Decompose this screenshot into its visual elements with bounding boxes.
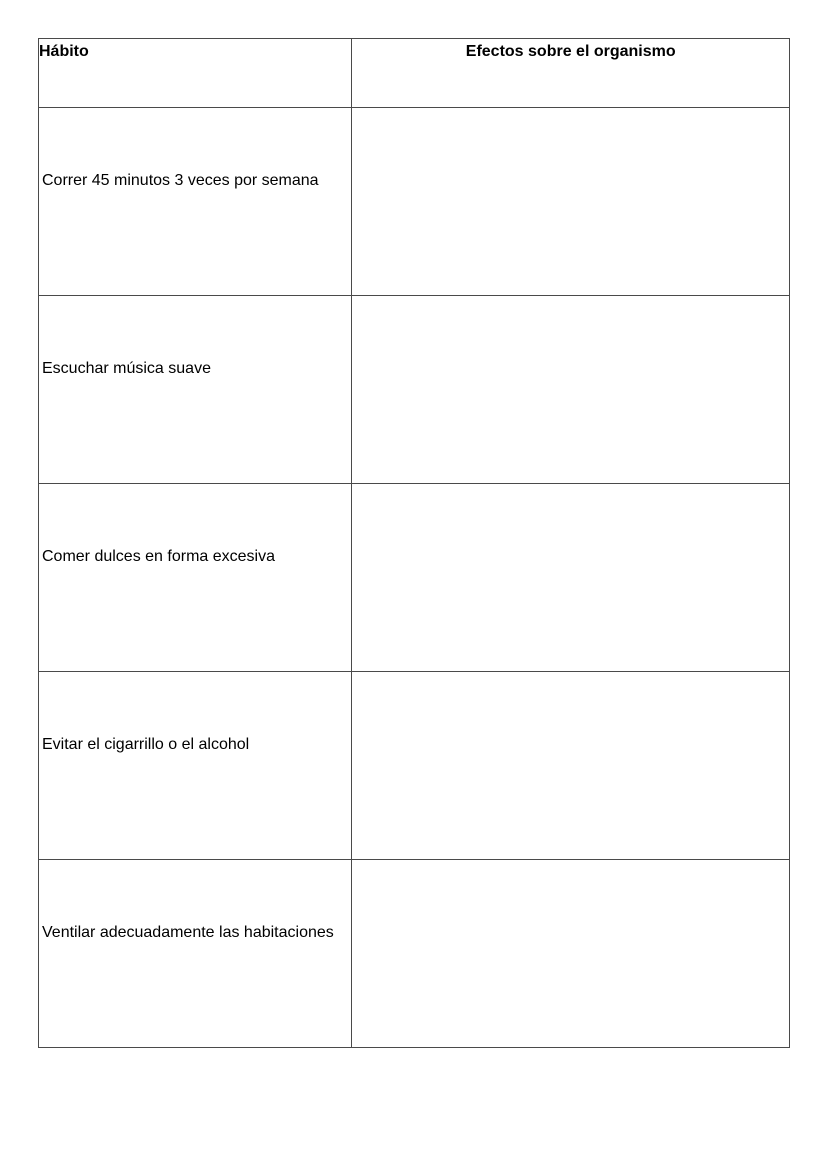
- effects-answer-cell[interactable]: [352, 108, 790, 296]
- header-habit: Hábito: [39, 39, 352, 108]
- habit-cell: Comer dulces en forma excesiva: [39, 484, 352, 672]
- table-row: [39, 108, 790, 296]
- habits-effects-table: [38, 38, 790, 1048]
- table-row: [39, 484, 790, 672]
- habit-cell: Escuchar música suave: [39, 296, 352, 484]
- table-row: [39, 672, 790, 860]
- table-row: [39, 296, 790, 484]
- table-header-row: [39, 39, 790, 108]
- habit-cell: Ventilar adecuadamente las habitaciones: [39, 860, 352, 1048]
- effects-answer-cell[interactable]: [352, 484, 790, 672]
- table-row: [39, 860, 790, 1048]
- effects-answer-cell[interactable]: [352, 296, 790, 484]
- effects-answer-cell[interactable]: [352, 672, 790, 860]
- header-effects: Efectos sobre el organismo: [352, 39, 790, 108]
- habit-cell: Evitar el cigarrillo o el alcohol: [39, 672, 352, 860]
- habit-cell: Correr 45 minutos 3 veces por semana: [39, 108, 352, 296]
- effects-answer-cell[interactable]: [352, 860, 790, 1048]
